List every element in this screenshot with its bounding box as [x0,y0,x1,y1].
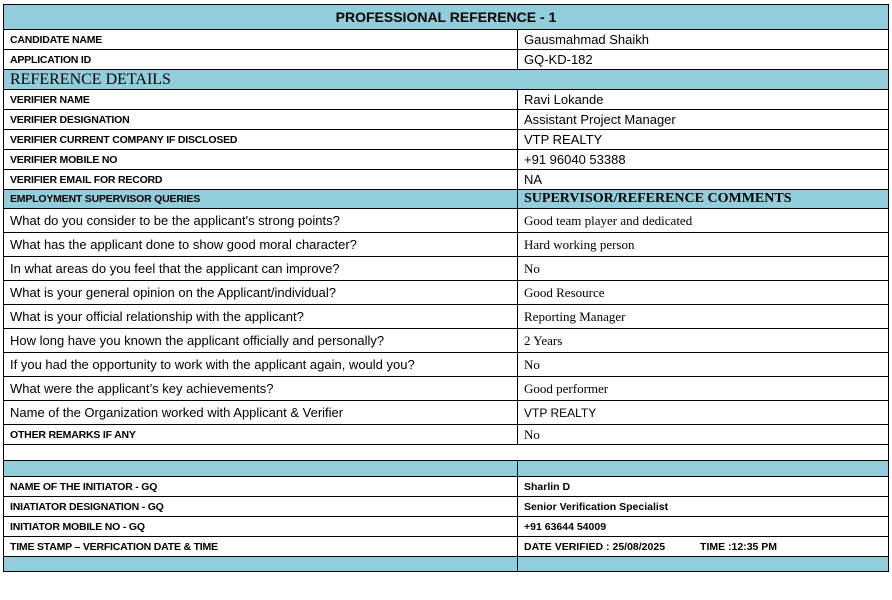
query-answer: No [518,257,889,281]
initiator-label: INITIATOR MOBILE NO - GQ [4,517,518,537]
query-answer: Good team player and dedicated [518,209,889,233]
verifier-label: VERIFIER CURRENT COMPANY IF DISCLOSED [4,130,518,150]
query-answer: Hard working person [518,233,889,257]
query-question: In what areas do you feel that the applicant can improve? [4,257,518,281]
query-question: How long have you known the applicant officially and personally? [4,329,518,353]
reference-table [3,4,889,572]
application-id: GQ-KD-182 [518,50,889,70]
query-question: What has the applicant done to show good moral character? [4,233,518,257]
verifier-value: Assistant Project Manager [518,110,889,130]
candidate-name: Gausmahmad Shaikh [518,30,889,50]
verifier-value: NA [518,170,889,190]
query-question: What is your general opinion on the Applicant/individual? [4,281,518,305]
verifier-value: VTP REALTY [518,130,889,150]
query-question: Name of the Organization worked with Applicant & Verifier [4,401,518,425]
query-answer: Good performer [518,377,889,401]
other-remarks-value: No [518,425,889,445]
initiator-label: INIATIATOR DESIGNATION - GQ [4,497,518,517]
query-answer: No [518,353,889,377]
query-question: What were the applicant’s key achievements? [4,377,518,401]
query-answer: Good Resource [518,281,889,305]
date-verified: DATE VERIFIED : 25/08/2025 [524,540,666,553]
blue-spacer [518,461,889,477]
verifier-label: VERIFIER EMAIL FOR RECORD [4,170,518,190]
other-remarks-label: OTHER REMARKS IF ANY [4,425,518,445]
initiator-value: Senior Verification Specialist [518,497,889,517]
candidate-name-label: CANDIDATE NAME [4,30,518,50]
blue-spacer [4,461,518,477]
initiator-value: Sharlin D [518,477,889,497]
query-question: If you had the opportunity to work with the applicant again, would you? [4,353,518,377]
verifier-label: VERIFIER DESIGNATION [4,110,518,130]
query-question: What do you consider to be the applicant's strong points? [4,209,518,233]
query-answer: 2 Years [518,329,889,353]
verifier-value: Ravi Lokande [518,90,889,110]
initiator-label: NAME OF THE INITIATOR - GQ [4,477,518,497]
query-answer: Reporting Manager [518,305,889,329]
verifier-value: +91 96040 53388 [518,150,889,170]
page-title: PROFESSIONAL REFERENCE - 1 [4,5,889,30]
comments-header: SUPERVISOR/REFERENCE COMMENTS [518,190,889,209]
verifier-label: VERIFIER NAME [4,90,518,110]
query-answer: VTP REALTY [518,401,889,425]
verifier-label: VERIFIER MOBILE NO [4,150,518,170]
query-question: What is your official relationship with the applicant? [4,305,518,329]
time-verified: TIME :12:35 PM [700,540,778,553]
queries-header: EMPLOYMENT SUPERVISOR QUERIES [4,190,518,209]
blue-spacer [518,557,889,572]
application-id-label: APPLICATION ID [4,50,518,70]
blue-spacer [4,557,518,572]
timestamp-label: TIME STAMP – VERFICATION DATE & TIME [4,537,518,557]
initiator-value: +91 63644 54009 [518,517,889,537]
blank-row [4,445,889,461]
reference-details-heading: REFERENCE DETAILS [4,70,889,90]
